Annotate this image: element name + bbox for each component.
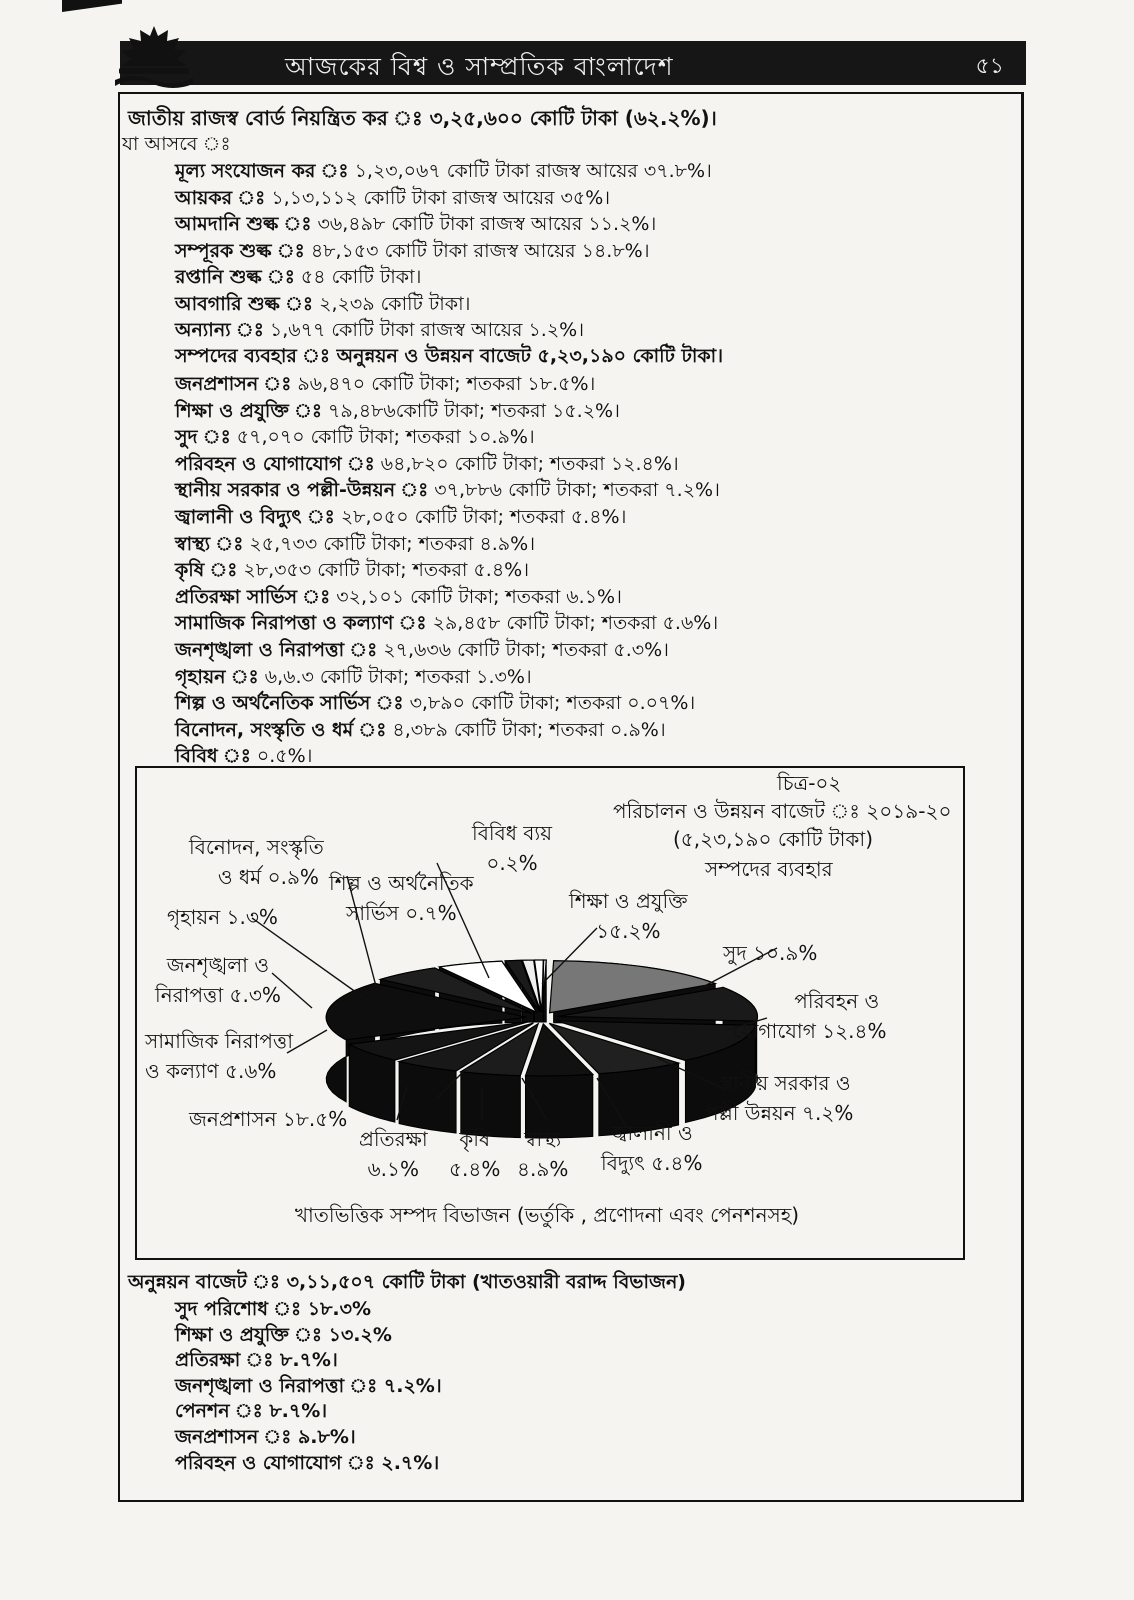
label-power: জ্বালানী ও বিদ্যুৎ ৫.৪% [601,1121,703,1175]
expenditure-item-label: পরিবহন ও যোগাযোগ ঃ [175,452,375,475]
nondev-item [175,1297,371,1321]
revenue-item [175,159,712,183]
revenue-heading [128,106,717,130]
expenditure-item [175,558,529,582]
label-health: স্বাস্থ্য ৪.৯% [517,1127,569,1181]
expenditure-item-label: সুদ ঃ [175,426,231,449]
revenue-item [175,212,656,236]
revenue-item-value: ১,৬৭৭ কোটি টাকা রাজস্ব আয়ের ১.২%। [263,319,585,341]
revenue-item-value: ৩৬,৪৯৮ কোটি টাকা রাজস্ব আয়ের ১১.২%। [311,213,657,235]
revenue-item-value: ৫৪ কোটি টাকা। [294,266,422,288]
expenditure-item [175,532,535,556]
expenditure-item [175,744,312,768]
corner-scan-mark [62,0,122,12]
chart-title: পরিচালন ও উন্নয়ন বাজেট ঃ ২০১৯-২০ [613,799,952,823]
expenditure-item-value: ২৯,৪৫৮ কোটি টাকা; শতকরা ৫.৬%। [426,612,719,635]
expenditure-item [175,585,622,609]
label-public-order: জনশৃঙ্খলা ও নিরাপত্তা ৫.৩% [155,953,281,1007]
nondev-heading: অনুন্নয়ন বাজেট ঃ ৩,১১,৫০৭ কোটি টাকা (খাতওয়ারী বরাদ্দ বিভাজন) [128,1271,686,1293]
expenditure-item-label: কৃষি ঃ [175,559,238,582]
label-recreation: বিনোদন, সংস্কৃতি ও ধর্ম ০.৯% [189,835,324,889]
label-public-admin: জনপ্রশাসন ১৮.৫% [189,1107,348,1131]
revenue-item [175,265,421,289]
publisher-logo-icon [113,22,195,88]
nondev-item-label: পেনশন ঃ [175,1400,263,1423]
nondev-item-value: ১৮.৩% [301,1298,372,1320]
nondev-item [175,1451,439,1475]
revenue-heading-value: ৩,২৫,৬০০ কোটি টাকা (৬২.২%)। [422,106,717,130]
chart-subtitle-2: সম্পদের ব্যবহার [705,857,833,881]
expenditure-item-value: ৬,৬.৩ কোটি টাকা; শতকরা ১.৩%। [258,665,532,688]
expenditure-item-label: বিবিধ ঃ [175,745,251,768]
expenditure-item-label: জনশৃঙ্খলা ও নিরাপত্তা ঃ [175,639,378,661]
expenditure-item-value: ৩,৮৯০ কোটি টাকা; শতকরা ০.০৭%। [403,692,696,715]
nondev-item [175,1399,327,1423]
label-interest: সুদ ১০.৯% [723,941,818,965]
expenditure-item-value: ৬৪,৮২০ কোটি টাকা; শতকরা ১২.৪%। [374,452,679,475]
expenditure-item-label: শিক্ষা ও প্রযুক্তি ঃ [175,399,322,422]
label-agriculture: কৃষি ৫.৪% [449,1127,501,1181]
nondev-item-value: ২.৭%। [374,1451,440,1474]
header-title: আজকের বিশ্ব ও সাম্প্রতিক বাংলাদেশ [285,52,674,81]
label-housing: গৃহায়ন ১.৩% [167,905,278,929]
revenue-item-value: ২,২৩৯ কোটি টাকা। [313,292,471,315]
label-local-government: স্থানীয় সরকার ও পল্লী উন্নয়ন ৭.২% [705,1071,854,1125]
chart-caption: খাতভিত্তিক সম্পদ বিভাজন (ভর্তুকি , প্রণোদনা এবং পেনশনসহ) [294,1203,800,1227]
revenue-item-label: আবগারি শুল্ক ঃ [175,292,314,315]
expenditure-item-value: ০.৫%। [250,745,313,768]
label-transport: পরিবহন ও যোগাযোগ ১২.৪% [733,989,887,1043]
expenditure-item-label: গৃহায়ন ঃ [175,665,259,688]
nondev-item [175,1348,338,1372]
expenditure-item-value: ২৮,০৫০ কোটি টাকা; শতকরা ৫.৪%। [334,506,627,528]
nondev-item-label: সুদ পরিশোধ ঃ [175,1298,302,1320]
label-social: সামাজিক নিরাপত্তা ও কল্যাণ ৫.৬% [145,1029,294,1083]
nondev-item-label: প্রতিরক্ষা ঃ [175,1349,274,1372]
expenditure-item-label: সামাজিক নিরাপত্তা ও কল্যাণ ঃ [175,612,427,635]
revenue-subheading: যা আসবে ঃ [122,133,231,155]
expenditure-item [175,478,720,502]
revenue-item-value: ৪৮,১৫৩ কোটি টাকা রাজস্ব আয়ের ১৪.৮%। [304,239,650,262]
expenditure-item [175,691,695,715]
expenditure-item [175,372,595,396]
expenditure-item [175,425,535,449]
revenue-item-label: আয়কর ঃ [175,186,266,209]
nondev-item-label: জনশৃঙ্খলা ও নিরাপত্তা ঃ [175,1374,378,1397]
nondev-item-label: শিক্ষা ও প্রযুক্তি ঃ [175,1323,322,1346]
revenue-item-label: মূল্য সংযোজন কর ঃ [175,160,349,182]
pie-chart-figure [135,766,965,1260]
page-header [120,41,1026,85]
nondev-item-value: ৯.৮%। [291,1426,356,1448]
expenditure-item-value: ৭৯,৪৮৬কোটি টাকা; শতকরা ১৫.২%। [322,399,620,422]
expenditure-item-label: প্রতিরক্ষা সার্ভিস ঃ [175,585,331,608]
label-defence: প্রতিরক্ষা ৬.১% [359,1127,428,1181]
expenditure-item-label: শিল্প ও অর্থনৈতিক সার্ভিস ঃ [175,692,404,715]
expenditure-heading: সম্পদের ব্যবহার ঃ অনুন্নয়ন ও উন্নয়ন বাজেট ৫,২৩,১৯০ কোটি টাকা। [175,345,723,367]
revenue-item-label: সম্পূরক শুল্ক ঃ [175,239,305,262]
expenditure-item-value: ৪,৩৮৯ কোটি টাকা; শতকরা ০.৯%। [386,718,666,741]
expenditure-item-value: ৩২,১০১ কোটি টাকা; শতকরা ৬.১%। [330,585,622,608]
expenditure-item [175,505,626,529]
chart-subtitle: (৫,২৩,১৯০ কোটি টাকা) [673,827,873,851]
revenue-item [175,239,650,263]
expenditure-item-value: ৫৭,০৭০ কোটি টাকা; শতকরা ১০.৯%। [230,426,535,449]
expenditure-item-label: জনপ্রশাসন ঃ [175,373,292,395]
revenue-item [175,186,610,210]
expenditure-item [175,718,666,742]
nondev-item-value: ৭.২%। [377,1374,442,1397]
figure-number: চিত্র-০২ [777,771,842,795]
expenditure-item-value: ২৫,৭৩৩ কোটি টাকা; শতকরা ৪.৯%। [243,532,535,555]
label-misc: বিবিধ ব্যয় ০.২% [472,821,552,875]
revenue-item [175,318,584,342]
nondev-item-value: ৮.৭%। [273,1349,338,1372]
expenditure-item [175,665,532,689]
nondev-item-value: ১৩.২% [322,1323,392,1346]
revenue-heading-label: জাতীয় রাজস্ব বোর্ড নিয়ন্ত্রিত কর ঃ [128,106,423,130]
nondev-item-label: জনপ্রশাসন ঃ [175,1426,292,1448]
expenditure-item-value: ৩৭,৮৮৬ কোটি টাকা; শতকরা ৭.২%। [428,479,720,502]
page-number: ৫১ [975,54,1004,79]
expenditure-item [175,399,620,423]
nondev-item [175,1323,392,1347]
revenue-item-value: ১,১৩,১১২ কোটি টাকা রাজস্ব আয়ের ৩৫%। [265,186,611,209]
label-industry: শিল্প ও অর্থনৈতিক সার্ভিস ০.৭% [329,871,474,925]
nondev-item [175,1374,442,1398]
revenue-item [175,292,470,316]
revenue-item-label: আমদানি শুল্ক ঃ [175,213,312,235]
expenditure-item-label: বিনোদন, সংস্কৃতি ও ধর্ম ঃ [175,718,387,741]
expenditure-item-label: জ্বালানী ও বিদ্যুৎ ঃ [175,506,335,528]
expenditure-item-value: ২৭,৬৩৬ কোটি টাকা; শতকরা ৫.৩%। [377,639,669,661]
expenditure-item [175,638,669,662]
revenue-item-label: অন্যান্য ঃ [175,319,264,341]
expenditure-item-label: স্বাস্থ্য ঃ [175,532,244,555]
nondev-item-value: ৮.৭%। [262,1400,328,1423]
revenue-item-label: রপ্তানি শুল্ক ঃ [175,266,295,288]
expenditure-item-label: স্থানীয় সরকার ও পল্লী-উন্নয়ন ঃ [175,479,429,502]
expenditure-item-value: ৯৬,৪৭০ কোটি টাকা; শতকরা ১৮.৫%। [291,373,596,395]
nondev-item-label: পরিবহন ও যোগাযোগ ঃ [175,1451,375,1474]
expenditure-item [175,611,718,635]
expenditure-item [175,452,679,476]
expenditure-item-value: ২৮,৩৫৩ কোটি টাকা; শতকরা ৫.৪%। [237,559,530,582]
label-education: শিক্ষা ও প্রযুক্তি ১৫.২% [569,889,688,943]
revenue-item-value: ১,২৩,০৬৭ কোটি টাকা রাজস্ব আয়ের ৩৭.৮%। [348,160,712,182]
nondev-item [175,1425,356,1449]
